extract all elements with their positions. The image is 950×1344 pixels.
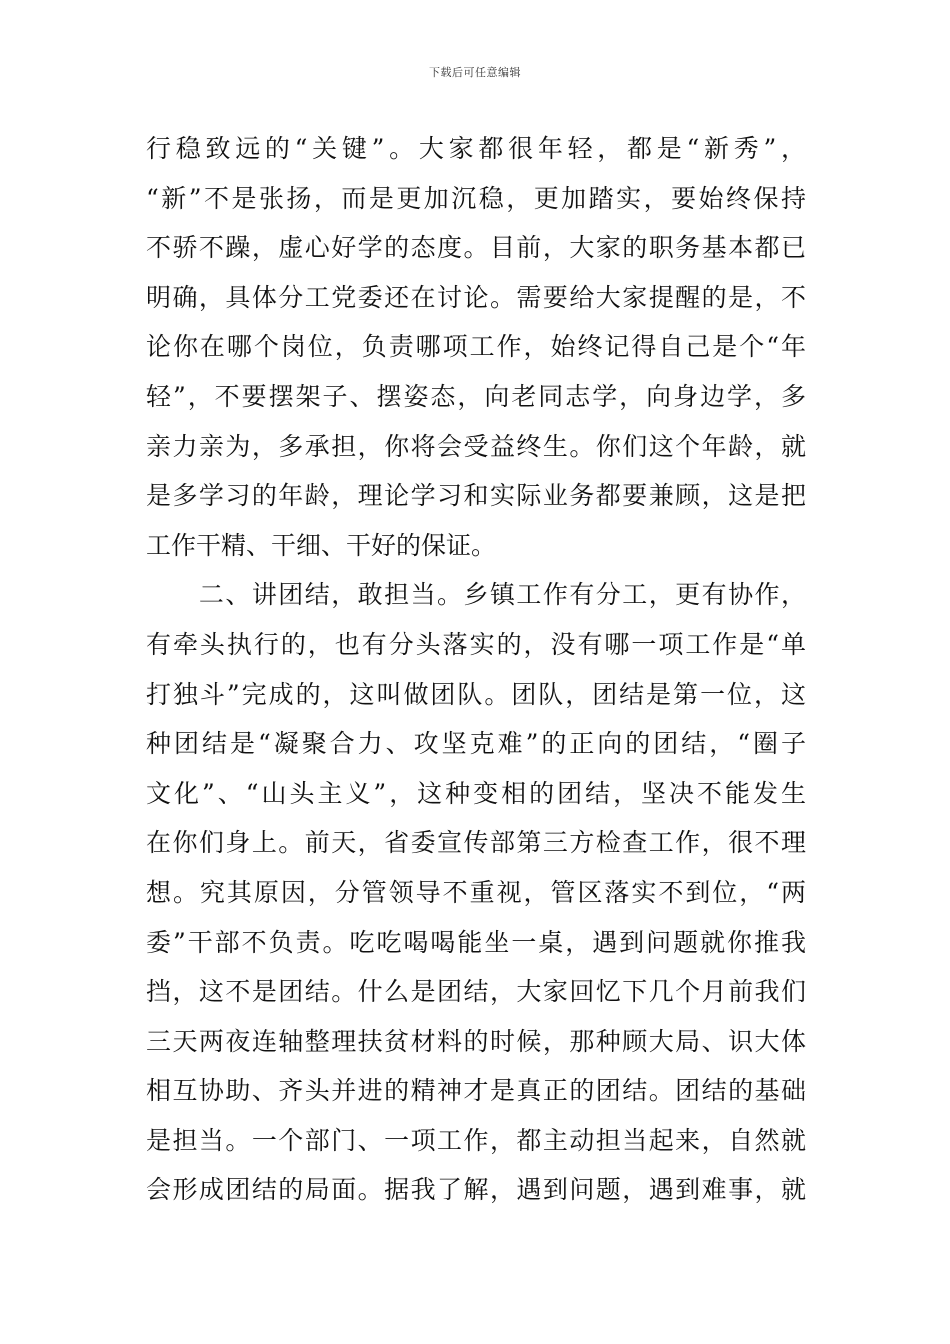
text-line: 不骄不躁，虚心好学的态度。目前，大家的职务基本都已 (146, 233, 806, 263)
text-line: 是多学习的年龄，理论学习和实际业务都要兼顾，这是把 (146, 481, 806, 511)
text-line: 会形成团结的局面。据我了解，遇到问题，遇到难事，就 (146, 1175, 806, 1205)
page-header: 下载后可任意编辑 (429, 66, 521, 79)
text-line: 委”干部不负责。吃吃喝喝能坐一桌，遇到问题就你推我 (146, 927, 806, 957)
text-line: 工作干精、干细、干好的保证。 (146, 530, 497, 560)
text-line: 亲力亲为，多承担，你将会受益终生。你们这个年龄，就 (146, 431, 806, 461)
text-line: 三天两夜连轴整理扶贫材料的时候，那种顾大局、识大体 (146, 1026, 806, 1056)
text-line: 种团结是“凝聚合力、攻坚克难”的正向的团结，“圈子 (146, 729, 806, 759)
text-line: 二、讲团结，敢担当。乡镇工作有分工，更有协作， (146, 580, 806, 610)
text-line: 论你在哪个岗位，负责哪项工作，始终记得自己是个“年 (146, 332, 806, 362)
document-body (146, 124, 806, 1215)
text-line: 相互协助、齐头并进的精神才是真正的团结。团结的基础 (146, 1076, 806, 1106)
text-line: 挡，这不是团结。什么是团结，大家回忆下几个月前我们 (146, 977, 806, 1007)
text-line: “新”不是张扬，而是更加沉稳，更加踏实，要始终保持 (146, 183, 806, 213)
text-line: 文化”、“山头主义”，这种变相的团结，坚决不能发生 (146, 778, 806, 808)
text-line: 行稳致远的“关键”。大家都很年轻，都是“新秀”， (146, 134, 806, 163)
text-line: 有牵头执行的，也有分头落实的，没有哪一项工作是“单 (146, 629, 806, 659)
text-line: 想。究其原因，分管领导不重视，管区落实不到位，“两 (146, 877, 806, 907)
text-line: 打独斗”完成的，这叫做团队。团队，团结是第一位，这 (146, 679, 806, 709)
text-line: 是担当。一个部门、一项工作，都主动担当起来，自然就 (146, 1125, 806, 1155)
text-line: 明确，具体分工党委还在讨论。需要给大家提醒的是，不 (146, 282, 806, 312)
text-line: 在你们身上。前天，省委宣传部第三方检查工作，很不理 (146, 828, 806, 858)
text-line: 轻”，不要摆架子、摆姿态，向老同志学，向身边学，多 (146, 381, 806, 411)
